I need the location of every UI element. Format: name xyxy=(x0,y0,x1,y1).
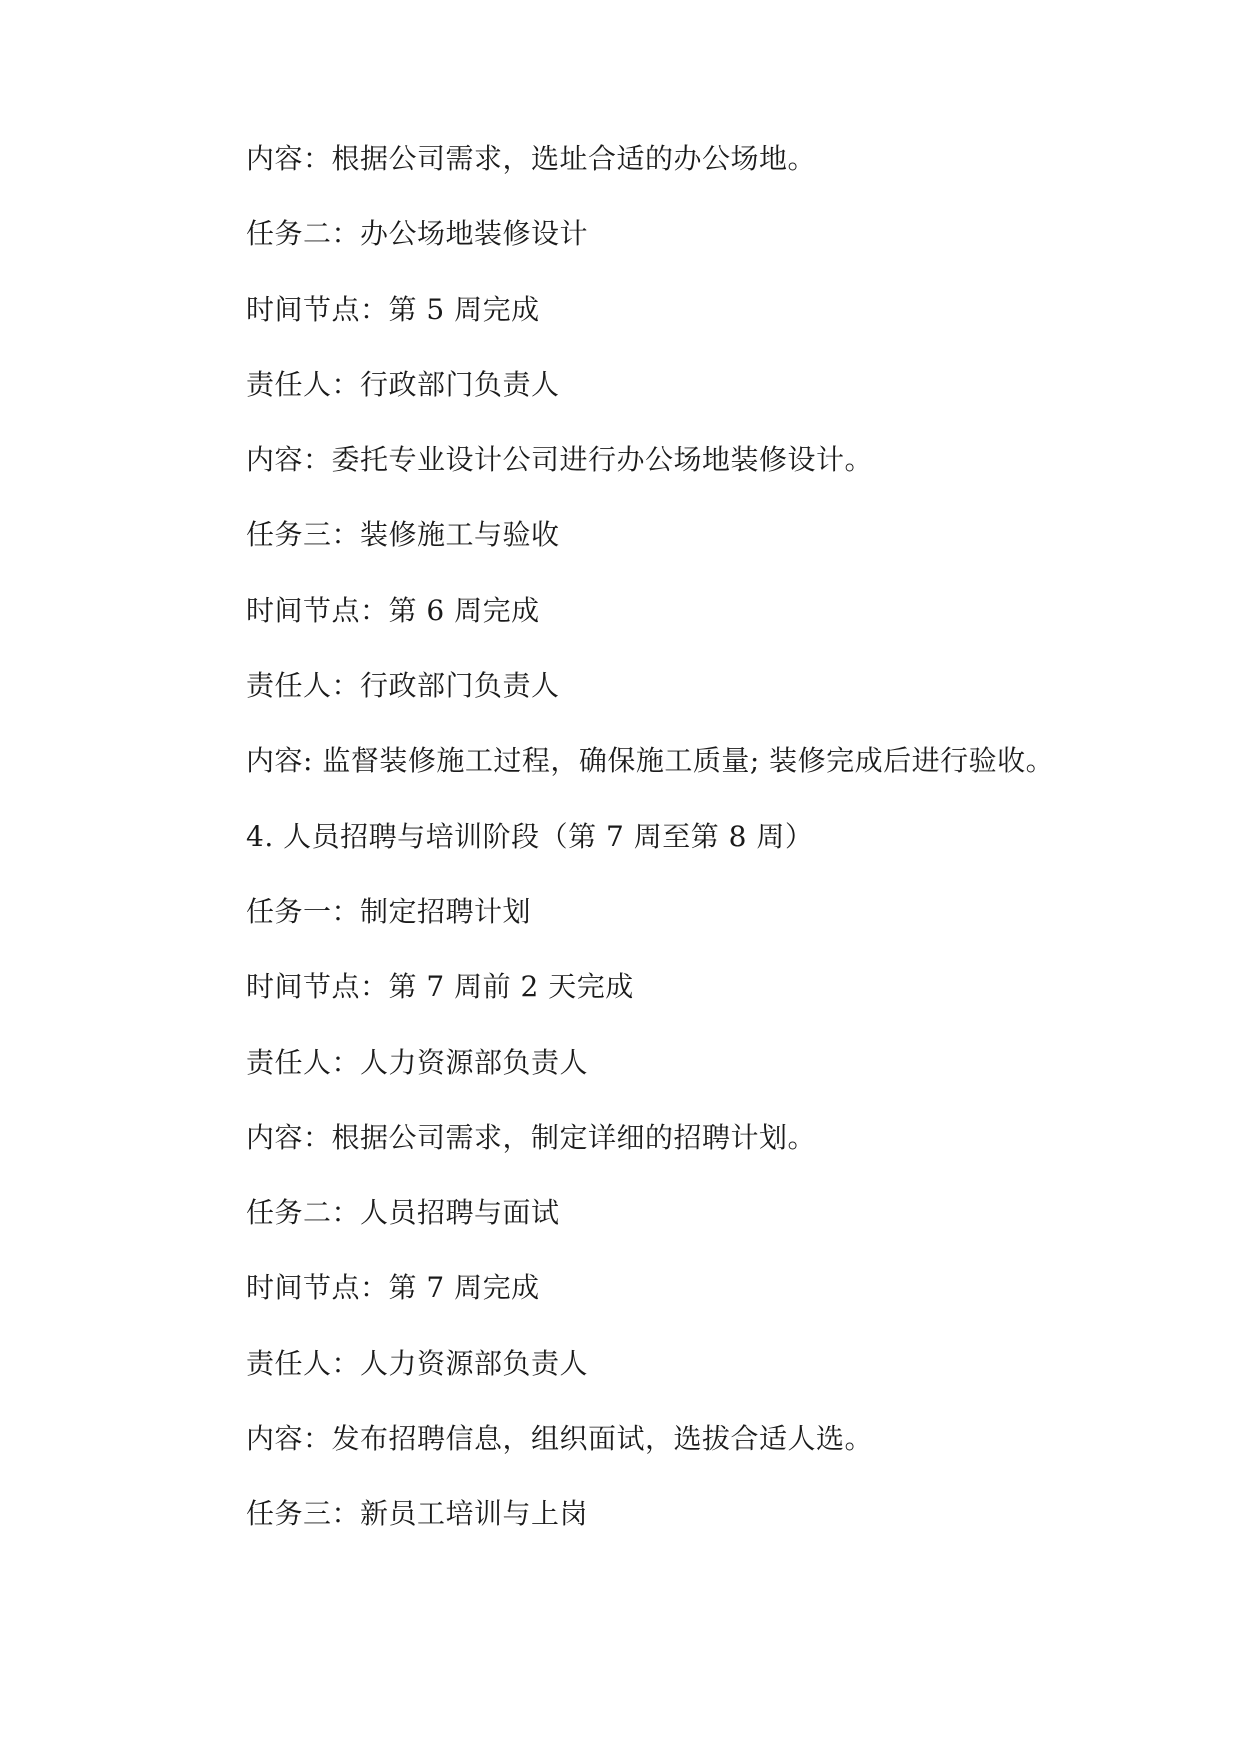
deadline-line-week7-early: 时间节点：第 7 周前 2 天完成 xyxy=(246,970,634,1004)
owner-line-admin: 责任人：行政部门负责人 xyxy=(246,367,560,401)
section-heading-recruitment: 4. 人员招聘与培训阶段（第 7 周至第 8 周） xyxy=(246,819,814,853)
content-line-recruitment-plan: 内容：根据公司需求，制定详细的招聘计划。 xyxy=(246,1120,817,1154)
owner-line-hr: 责任人：人力资源部负责人 xyxy=(246,1045,589,1079)
content-line-site-selection: 内容：根据公司需求，选址合适的办公场地。 xyxy=(246,142,817,175)
task-heading-recruitment-plan: 任务一：制定招聘计划 xyxy=(246,894,532,928)
deadline-line-week5: 时间节点：第 5 周完成 xyxy=(246,292,540,326)
content-line-design: 内容：委托专业设计公司进行办公场地装修设计。 xyxy=(246,443,874,477)
owner-line-admin-2: 责任人：行政部门负责人 xyxy=(246,669,560,703)
task-heading-interview: 任务二：人员招聘与面试 xyxy=(246,1196,560,1230)
content-line-construction: 内容: 监督装修施工过程，确保施工质量; 装修完成后进行验收。 xyxy=(246,744,1055,778)
deadline-line-week6: 时间节点：第 6 周完成 xyxy=(246,593,540,627)
deadline-line-week7: 时间节点：第 7 周完成 xyxy=(246,1271,540,1305)
task-heading-construction: 任务三：装修施工与验收 xyxy=(246,518,560,552)
task-heading-decoration-design: 任务二：办公场地装修设计 xyxy=(246,217,589,251)
document-body xyxy=(246,142,1146,1576)
owner-line-hr-2: 责任人：人力资源部负责人 xyxy=(246,1346,589,1380)
content-line-interview: 内容：发布招聘信息，组织面试，选拔合适人选。 xyxy=(246,1422,874,1456)
task-heading-training: 任务三：新员工培训与上岗 xyxy=(246,1497,589,1531)
